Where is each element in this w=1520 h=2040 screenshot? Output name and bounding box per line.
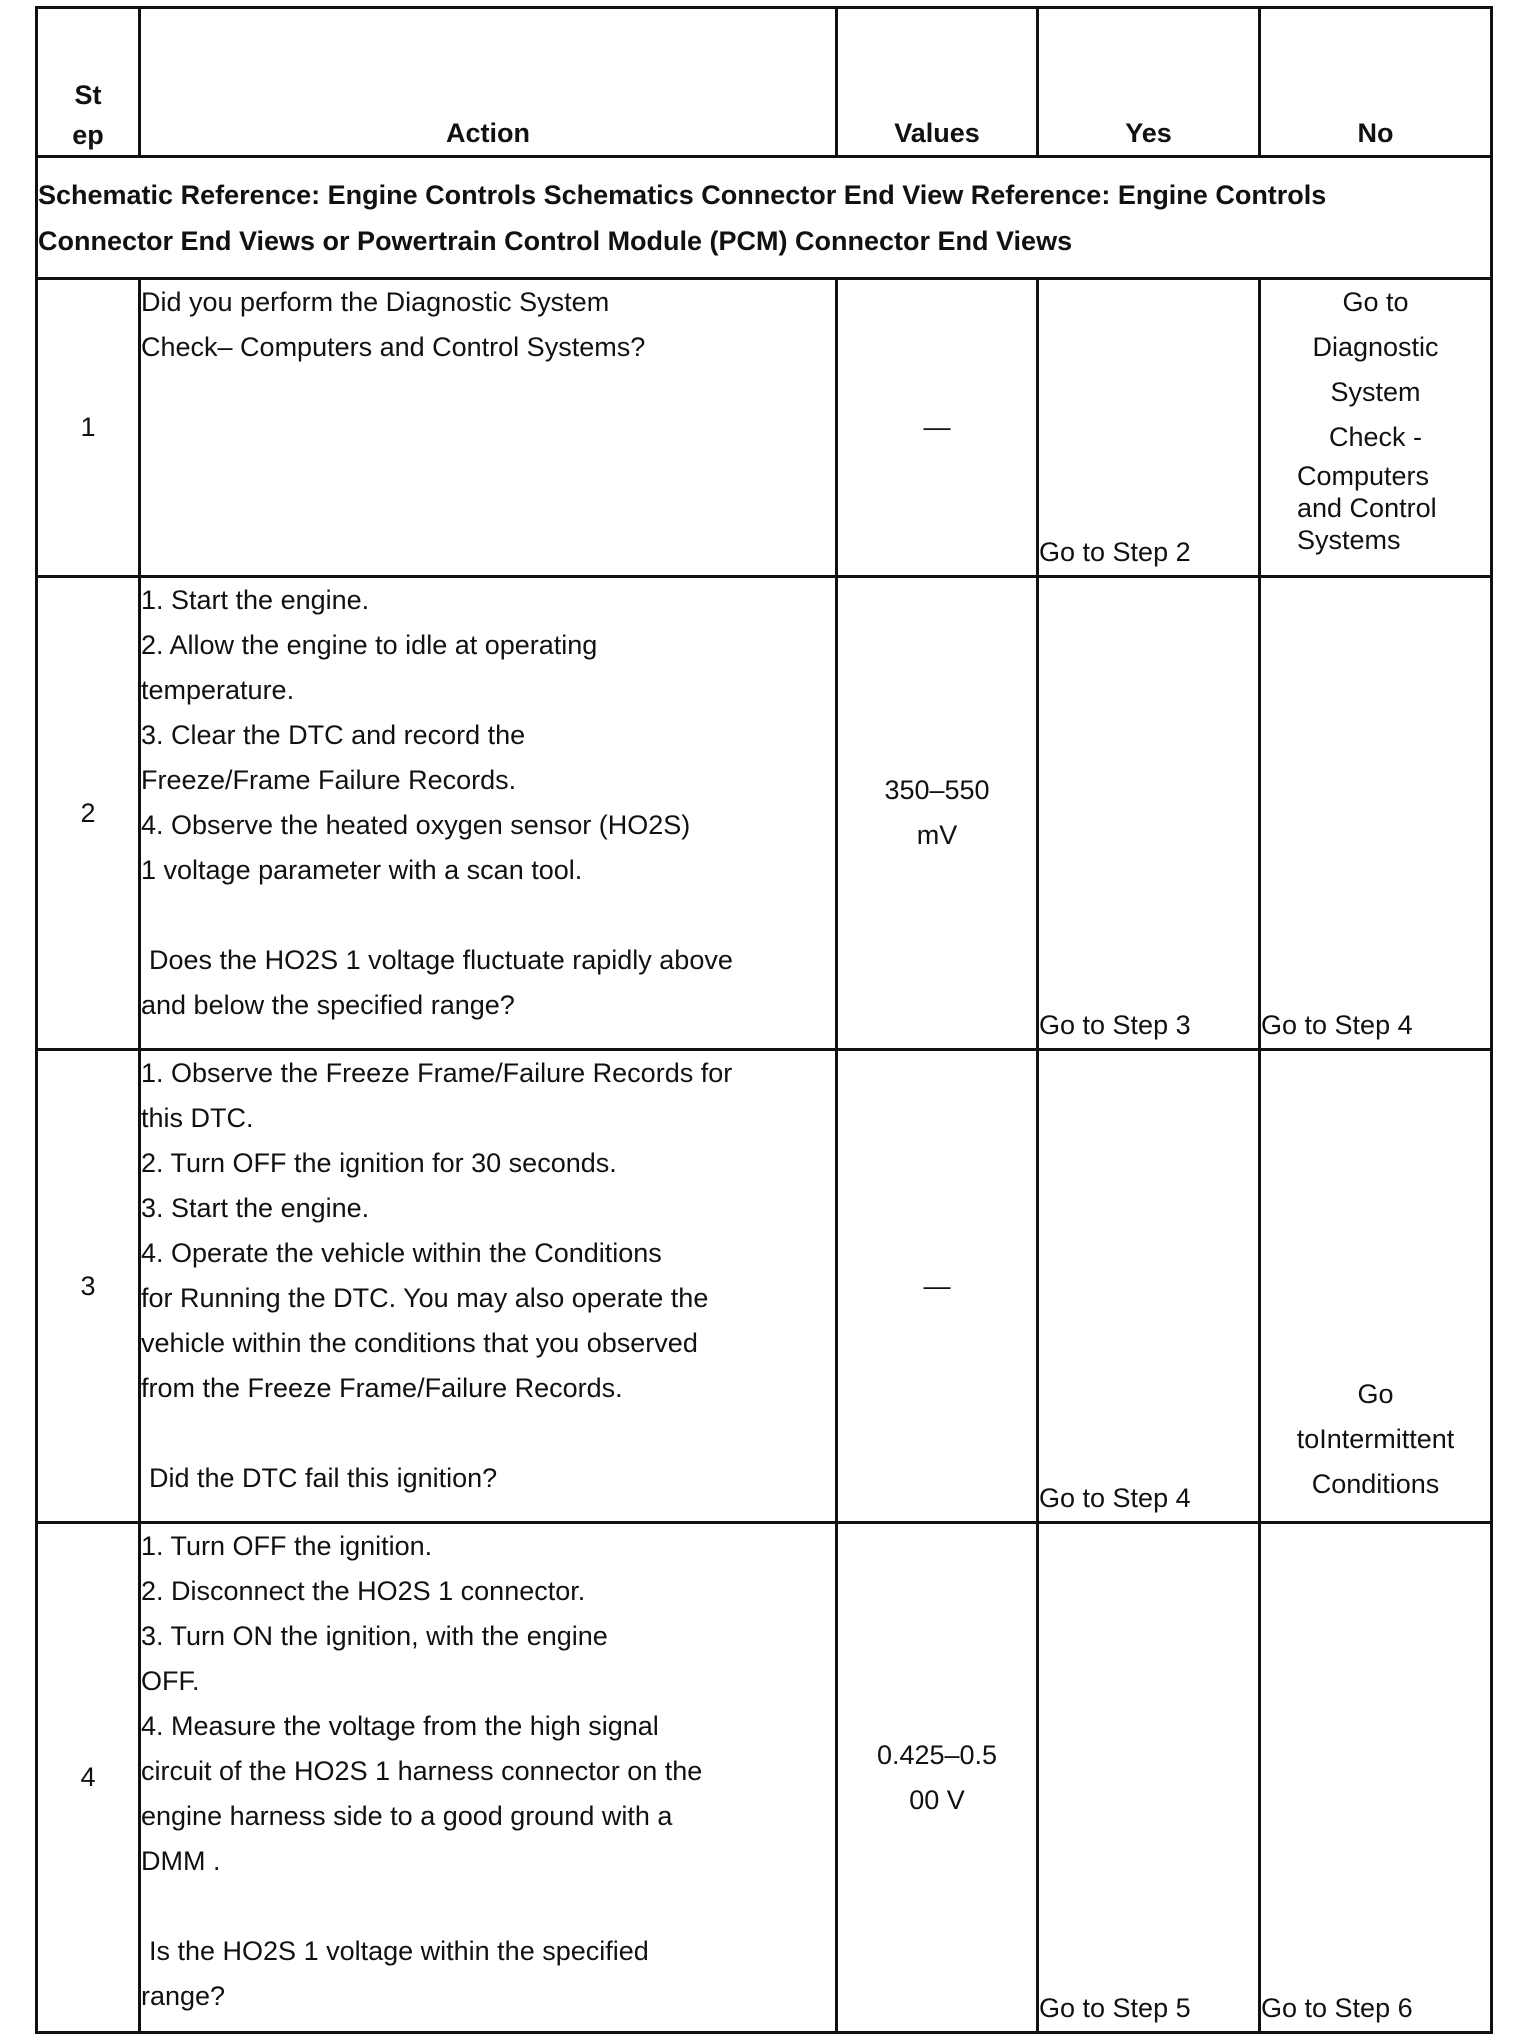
action-line: 3. Start the engine. (141, 1193, 370, 1223)
step-number: 2 (37, 577, 140, 1050)
action-line: temperature. (141, 675, 295, 705)
step-values: — (837, 1050, 1038, 1523)
action-line: Did you perform the Diagnostic System (141, 287, 610, 317)
reference-line-1: Schematic Reference: Engine Controls Schematics Connector End View Reference: Engine Controls (38, 179, 1327, 210)
values-line: 00 V (909, 1784, 965, 1815)
no-line: Conditions (1311, 1469, 1440, 1499)
action-line: DMM . (141, 1846, 221, 1876)
action-line: from the Freeze Frame/Failure Records. (141, 1373, 623, 1403)
step-no: Go to Step 6 (1260, 1523, 1492, 2033)
action-line: this DTC. (141, 1103, 254, 1133)
step-values (837, 577, 1038, 1050)
step-no (1260, 1050, 1492, 1523)
action-line: OFF. (141, 1666, 200, 1696)
step-action (140, 1050, 837, 1523)
header-action: Action (140, 8, 837, 157)
step-number: 1 (37, 279, 140, 577)
step-action (140, 1523, 837, 2033)
action-line: circuit of the HO2S 1 harness connector on the (141, 1756, 703, 1786)
action-line: Check– Computers and Control Systems? (141, 332, 646, 362)
action-line: 1. Start the engine. (141, 585, 370, 615)
values-line: 0.425–0.5 (876, 1739, 998, 1770)
step-values: — (837, 279, 1038, 577)
question-line: Does the HO2S 1 voltage fluctuate rapidly above (149, 945, 733, 975)
action-line: for Running the DTC. You may also operate the (141, 1283, 709, 1313)
question-line: and below the specified range? (141, 990, 515, 1020)
action-line: 3. Clear the DTC and record the (141, 720, 526, 750)
step-yes: Go to Step 2 (1038, 279, 1260, 577)
diagnostic-table (35, 6, 1493, 2034)
no-line: Computers (1297, 461, 1430, 491)
action-line: 1. Turn OFF the ignition. (141, 1531, 433, 1561)
no-line: Systems (1297, 525, 1401, 555)
step-row-1 (37, 279, 1492, 577)
step-row-2 (37, 577, 1492, 1050)
step-action (140, 577, 837, 1050)
step-no (1260, 279, 1492, 577)
step-row-3 (37, 1050, 1492, 1523)
step-yes: Go to Step 4 (1038, 1050, 1260, 1523)
step-number: 3 (37, 1050, 140, 1523)
step-number: 4 (37, 1523, 140, 2033)
no-line: Check - (1328, 422, 1423, 452)
header-yes: Yes (1038, 8, 1260, 157)
action-line: 3. Turn ON the ignition, with the engine (141, 1621, 608, 1651)
header-row (37, 8, 1492, 157)
no-line: Diagnostic (1312, 332, 1439, 362)
reference-line-2: Connector End Views or Powertrain Control Module (PCM) Connector End Views (38, 225, 1073, 256)
question-line: Did the DTC fail this ignition? (149, 1463, 498, 1493)
no-line: toIntermittent (1296, 1424, 1455, 1454)
values-line: mV (916, 820, 958, 850)
action-line: 1. Observe the Freeze Frame/Failure Records for (141, 1058, 733, 1088)
action-line: 2. Disconnect the HO2S 1 connector. (141, 1576, 586, 1606)
action-line: engine harness side to a good ground with a (141, 1801, 673, 1831)
header-step: St ep (37, 8, 140, 157)
header-values: Values (837, 8, 1038, 157)
step-action (140, 279, 837, 577)
action-line: 2. Allow the engine to idle at operating (141, 630, 598, 660)
no-line: Go (1357, 1379, 1394, 1409)
reference-row (37, 157, 1492, 279)
step-no: Go to Step 4 (1260, 577, 1492, 1050)
action-line: vehicle within the conditions that you observed (141, 1328, 698, 1358)
step-row-4 (37, 1523, 1492, 2033)
step-values (837, 1523, 1038, 2033)
no-line: and Control (1297, 493, 1437, 523)
action-line: 4. Observe the heated oxygen sensor (HO2S) (141, 810, 691, 840)
action-line: 4. Measure the voltage from the high signal (141, 1711, 659, 1741)
action-line: 1 voltage parameter with a scan tool. (141, 855, 583, 885)
values-line: 350–550 (884, 775, 990, 805)
header-no: No (1260, 8, 1492, 157)
step-yes: Go to Step 3 (1038, 577, 1260, 1050)
action-line: 2. Turn OFF the ignition for 30 seconds. (141, 1148, 617, 1178)
step-yes: Go to Step 5 (1038, 1523, 1260, 2033)
question-line: Is the HO2S 1 voltage within the specified (149, 1936, 649, 1966)
no-line: Go to (1342, 287, 1409, 317)
action-line: 4. Operate the vehicle within the Conditions (141, 1238, 662, 1268)
schematic-reference (37, 157, 1492, 279)
no-line: System (1330, 377, 1421, 407)
action-line: Freeze/Frame Failure Records. (141, 765, 517, 795)
question-line: range? (141, 1981, 226, 2011)
